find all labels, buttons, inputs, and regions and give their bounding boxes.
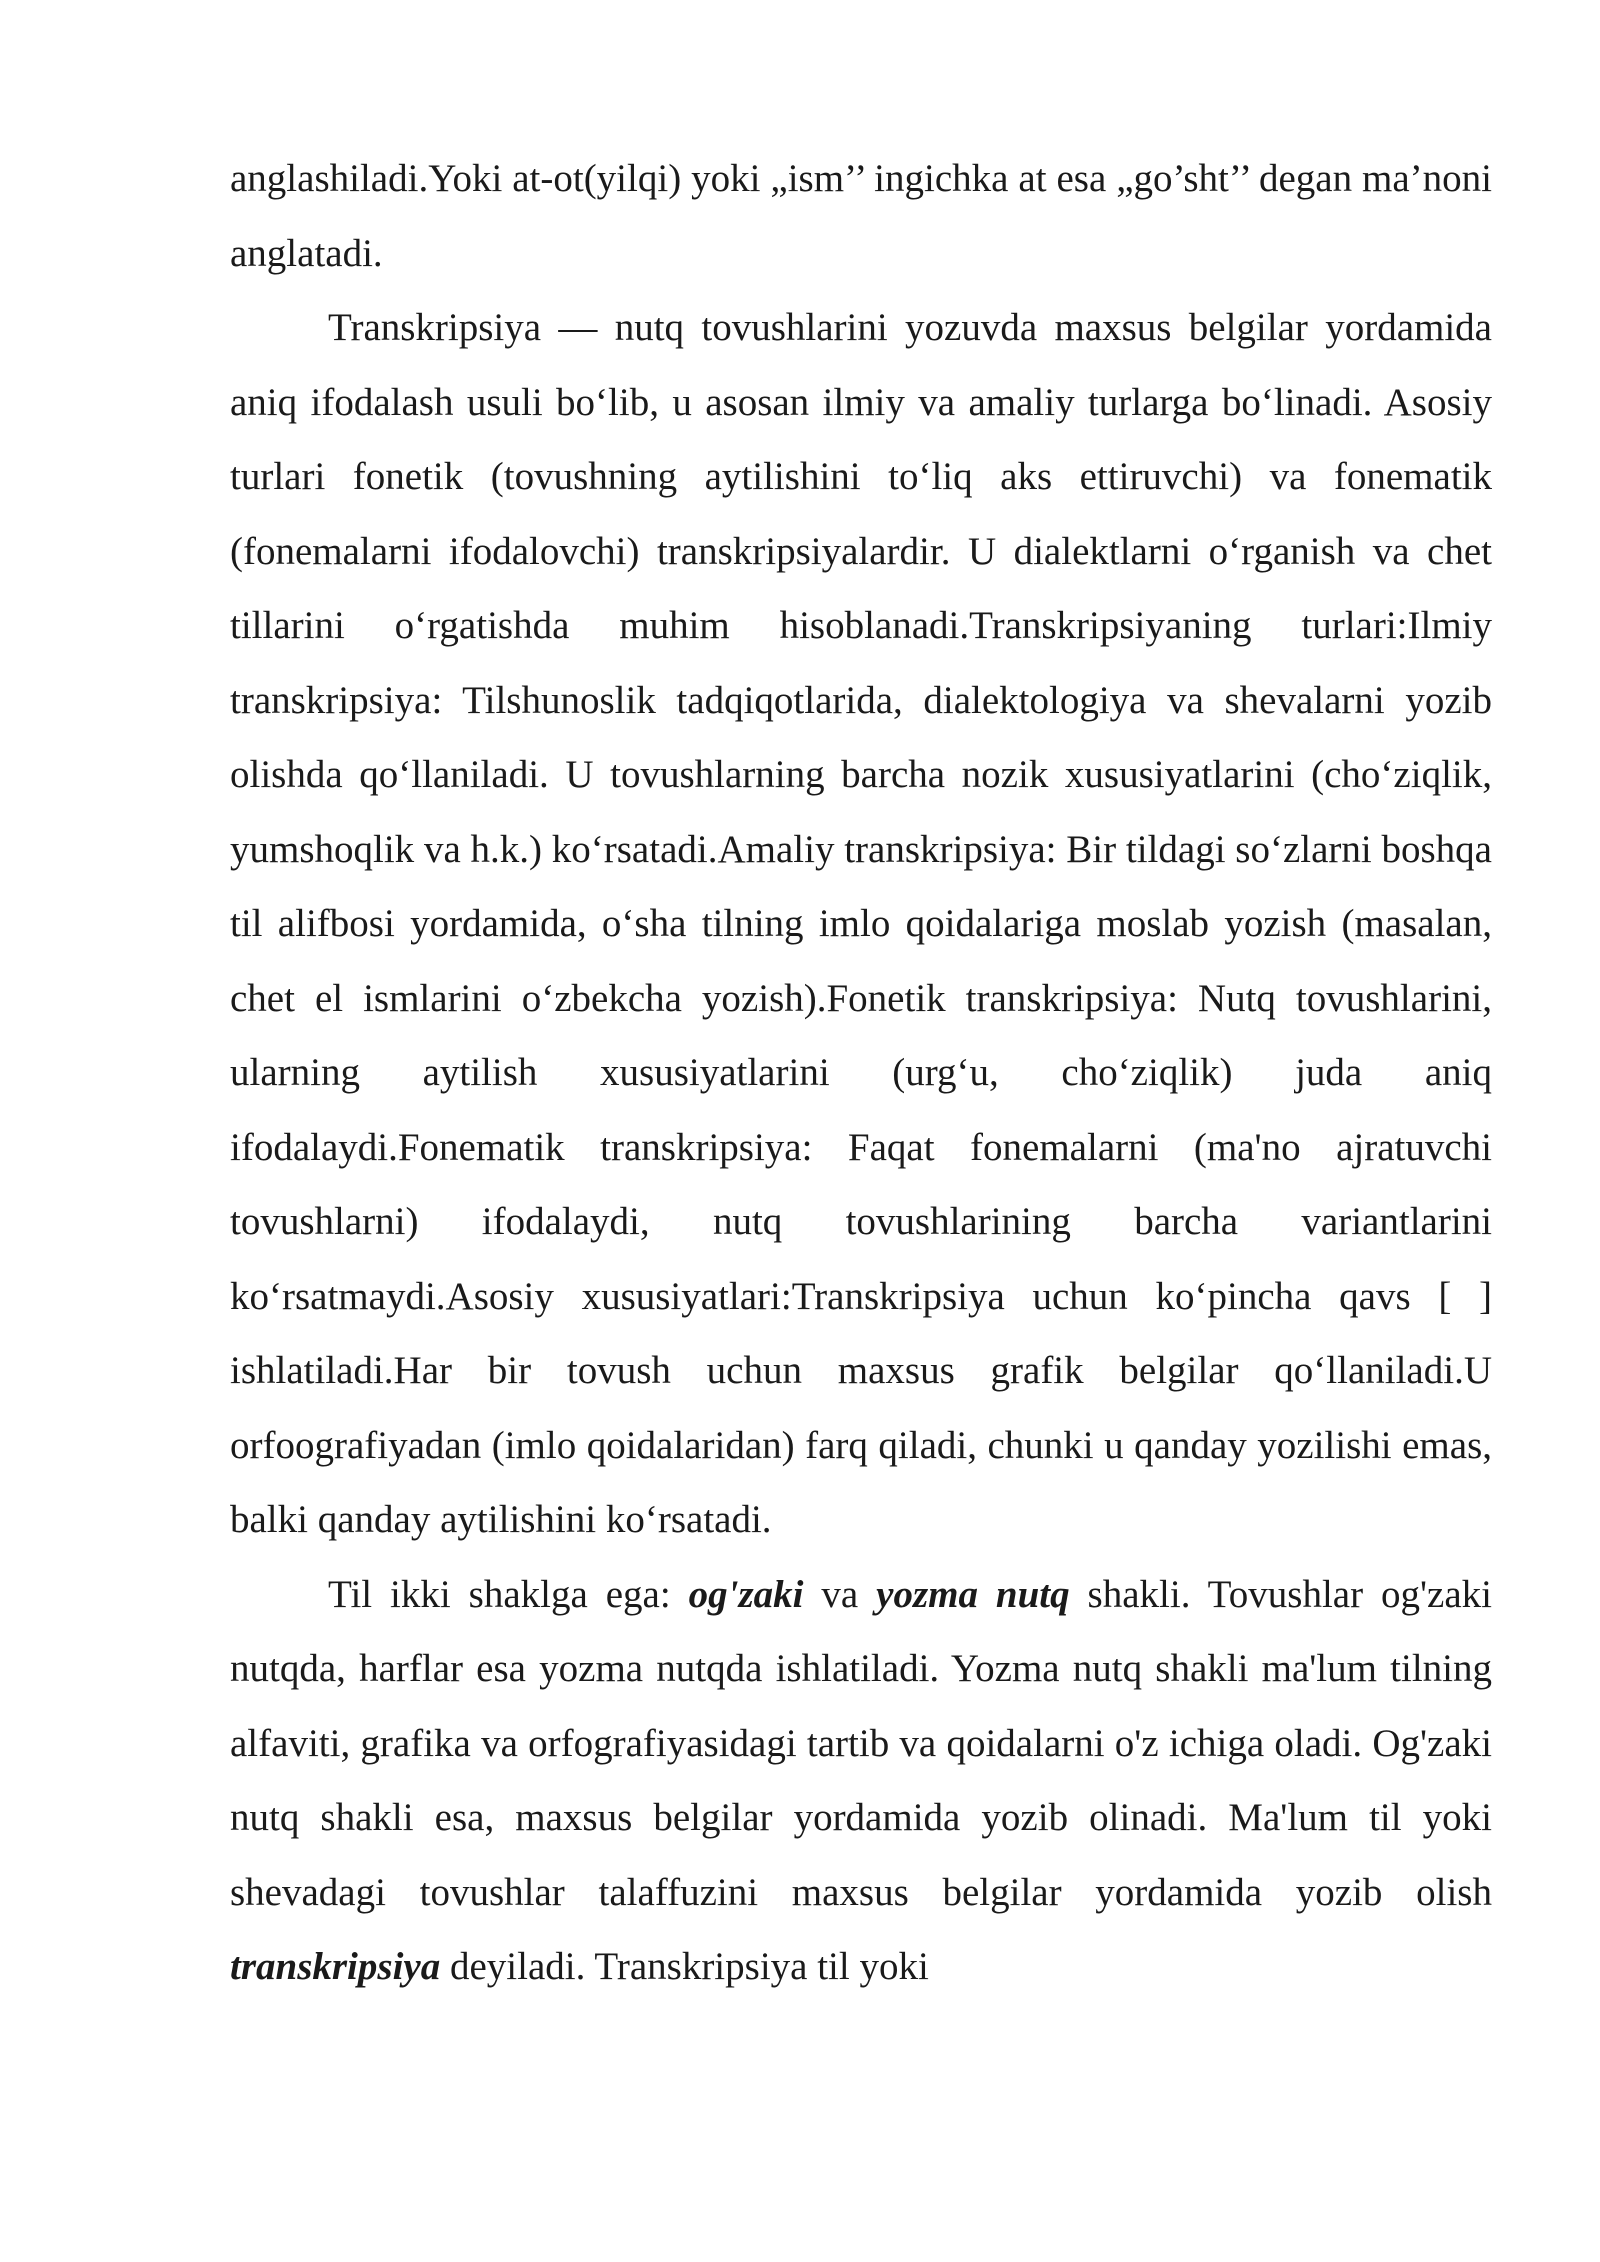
paragraph-3-run-3: va xyxy=(803,1572,877,1616)
term-yozma-nutq: yozma nutq xyxy=(876,1572,1070,1616)
term-transkripsiya: transkripsiya xyxy=(230,1945,441,1988)
term-ogzaki: og'zaki xyxy=(688,1572,804,1616)
paragraph-2-text: Transkripsiya — nutq tovushlarini yozuvda maxsus belgilar yordamida aniq ifodalash usuli bo‘lib, u asosan ilmiy va amaliy turlarga bo‘linadi. Asosiy turlari fonetik (tovushning aytilishini to‘liq aks ettiruvchi) va fonematik (fonemalarni ifodalovchi) transkripsiyalardir. U dialektlarni o‘rganish va chet tillarini o‘rgatishda muhim hisoblanadi.Transkripsiyaning turlari:Ilmiy transkripsiya: Tilshunoslik tadqiqotlarida, dialektologiya va shevalarni yozib olishda qo‘llaniladi. U tovushlarning barcha nozik xususiyatlarini (cho‘ziqlik, yumshoqlik va h.k.) ko‘rsatadi.Amaliy transkripsiya: Bir tildagi so‘zlarni boshqa til alifbosi yordamida, o‘sha tilning imlo qoidalariga moslab yozish (masalan, chet el ismlarini o‘zbekcha yozish).Fonetik transkripsiya: Nutq tovushlarini, ularning aytilish xususiyatlarini (urg‘u, cho‘ziqlik) juda aniq ifodalaydi.Fonematik transkripsiya: Faqat fonemalarni (ma'no ajratuvchi tovushlarni) ifodalaydi, nutq tovushlarining barcha variantlarini ko‘rsatmaydi.Asosiy xususiyatlari:Transkripsiya uchun ko‘pincha qavs [ ] ishlatiladi.Har bir tovush uchun maxsus grafik belgilar qo‘llaniladi.U orfoografiyadan (imlo qoidalaridan) farq qiladi, chunki u qanday yozilishi emas, balki qanday aytilishini ko‘rsatadi. xyxy=(230,306,1492,1541)
paragraph-3 xyxy=(230,1558,1492,2005)
document-body xyxy=(230,142,1492,2005)
paragraph-1 xyxy=(230,142,1492,291)
paragraph-3-run-5: shakli. Tovushlar og'zaki nutqda, harflar esa yozma nutqda ishlatiladi. Yozma nutq shakli ma'lum tilning alfaviti, grafika va orfografiyasidagi tartib va qoidalarni o'z ichiga oladi. Og'zaki nutq shakli esa, maxsus belgilar yordamida yozib olinadi. Ma'lum til yoki shevadagi tovushlar talaffuzini maxsus belgilar yordamida yozib olish xyxy=(230,1572,1492,1914)
paragraph-3-run-1: Til ikki shaklga ega: xyxy=(328,1572,689,1616)
paragraph-2 xyxy=(230,291,1492,1558)
paragraph-1-text: anglashiladi.Yoki at-ot(yilqi) yoki „ism’’ ingichka at esa „go’sht’’ degan ma’noni anglatadi. xyxy=(230,157,1492,275)
paragraph-3-run-7: deyiladi. Transkripsiya til yoki xyxy=(440,1945,929,1988)
